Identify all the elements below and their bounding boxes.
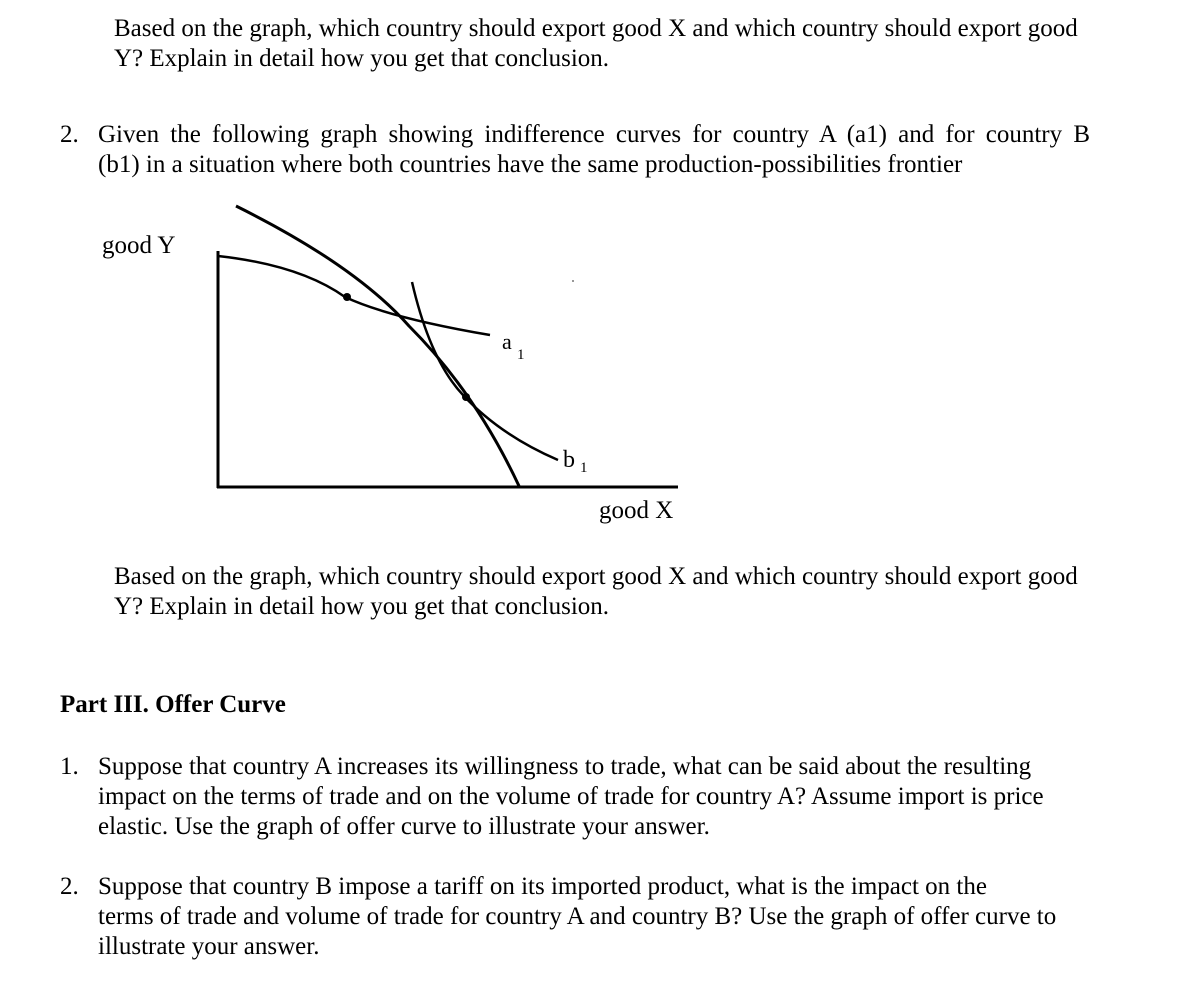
production-possibilities-frontier — [236, 206, 519, 486]
tangency-point-b — [462, 393, 470, 401]
x-axis-label: good X — [599, 497, 674, 524]
part3-item1-text — [98, 752, 1044, 842]
part3-item2-text — [98, 872, 1056, 962]
y-axis-label: good Y — [102, 232, 176, 259]
question2-followup-line-1: Based on the graph, which country should export good X and which country should export good — [114, 563, 1078, 590]
part3-item2-line-3: illustrate your answer. — [98, 933, 320, 960]
part3-item1-line-3: elastic. Use the graph of offer curve to illustrate your answer. — [98, 813, 710, 840]
tangency-point-a — [343, 293, 351, 301]
part3-item2-line-2: terms of trade and volume of trade for country A and country B? Use the graph of offer curve to — [98, 903, 1057, 930]
prev-question-line-1: Based on the graph, which country should export good X and which country should export good — [114, 15, 1078, 42]
curve-a1-subscript: 1 — [517, 347, 525, 363]
indifference-curve-b1 — [412, 282, 558, 460]
part3-heading: Part III. Offer Curve — [60, 691, 286, 718]
part3-item1-line-1: Suppose that country A increases its willingness to trade, what can be said about the resulting — [98, 753, 1032, 780]
speck-dot — [572, 280, 574, 282]
question2-followup-text — [114, 562, 1078, 622]
part3-item1-line-2: impact on the terms of trade and on the volume of trade for country A? Assume import is price — [98, 783, 1044, 810]
curve-b1-subscript: 1 — [580, 460, 588, 476]
part3-item2-line-1: Suppose that country B impose a tariff on its imported product, what is the impact on the — [98, 873, 987, 900]
prev-question-line-2: Y? Explain in detail how you get that conclusion. — [114, 45, 610, 72]
question2-line-2: (b1) in a situation where both countries have the same production-possibilities frontier — [98, 151, 963, 178]
question2-number: 2. — [60, 121, 79, 148]
part3-item1-number: 1. — [60, 753, 79, 780]
question2-followup-line-2: Y? Explain in detail how you get that conclusion. — [114, 593, 610, 620]
question2-line-1: Given the following graph showing indifference curves for country A (a1) and for country B — [98, 121, 1090, 148]
part3-item2-number: 2. — [60, 873, 79, 900]
indifference-curve-a1 — [218, 256, 490, 335]
curve-b1-label: b — [563, 447, 575, 473]
curve-a1-label: a — [502, 329, 512, 354]
